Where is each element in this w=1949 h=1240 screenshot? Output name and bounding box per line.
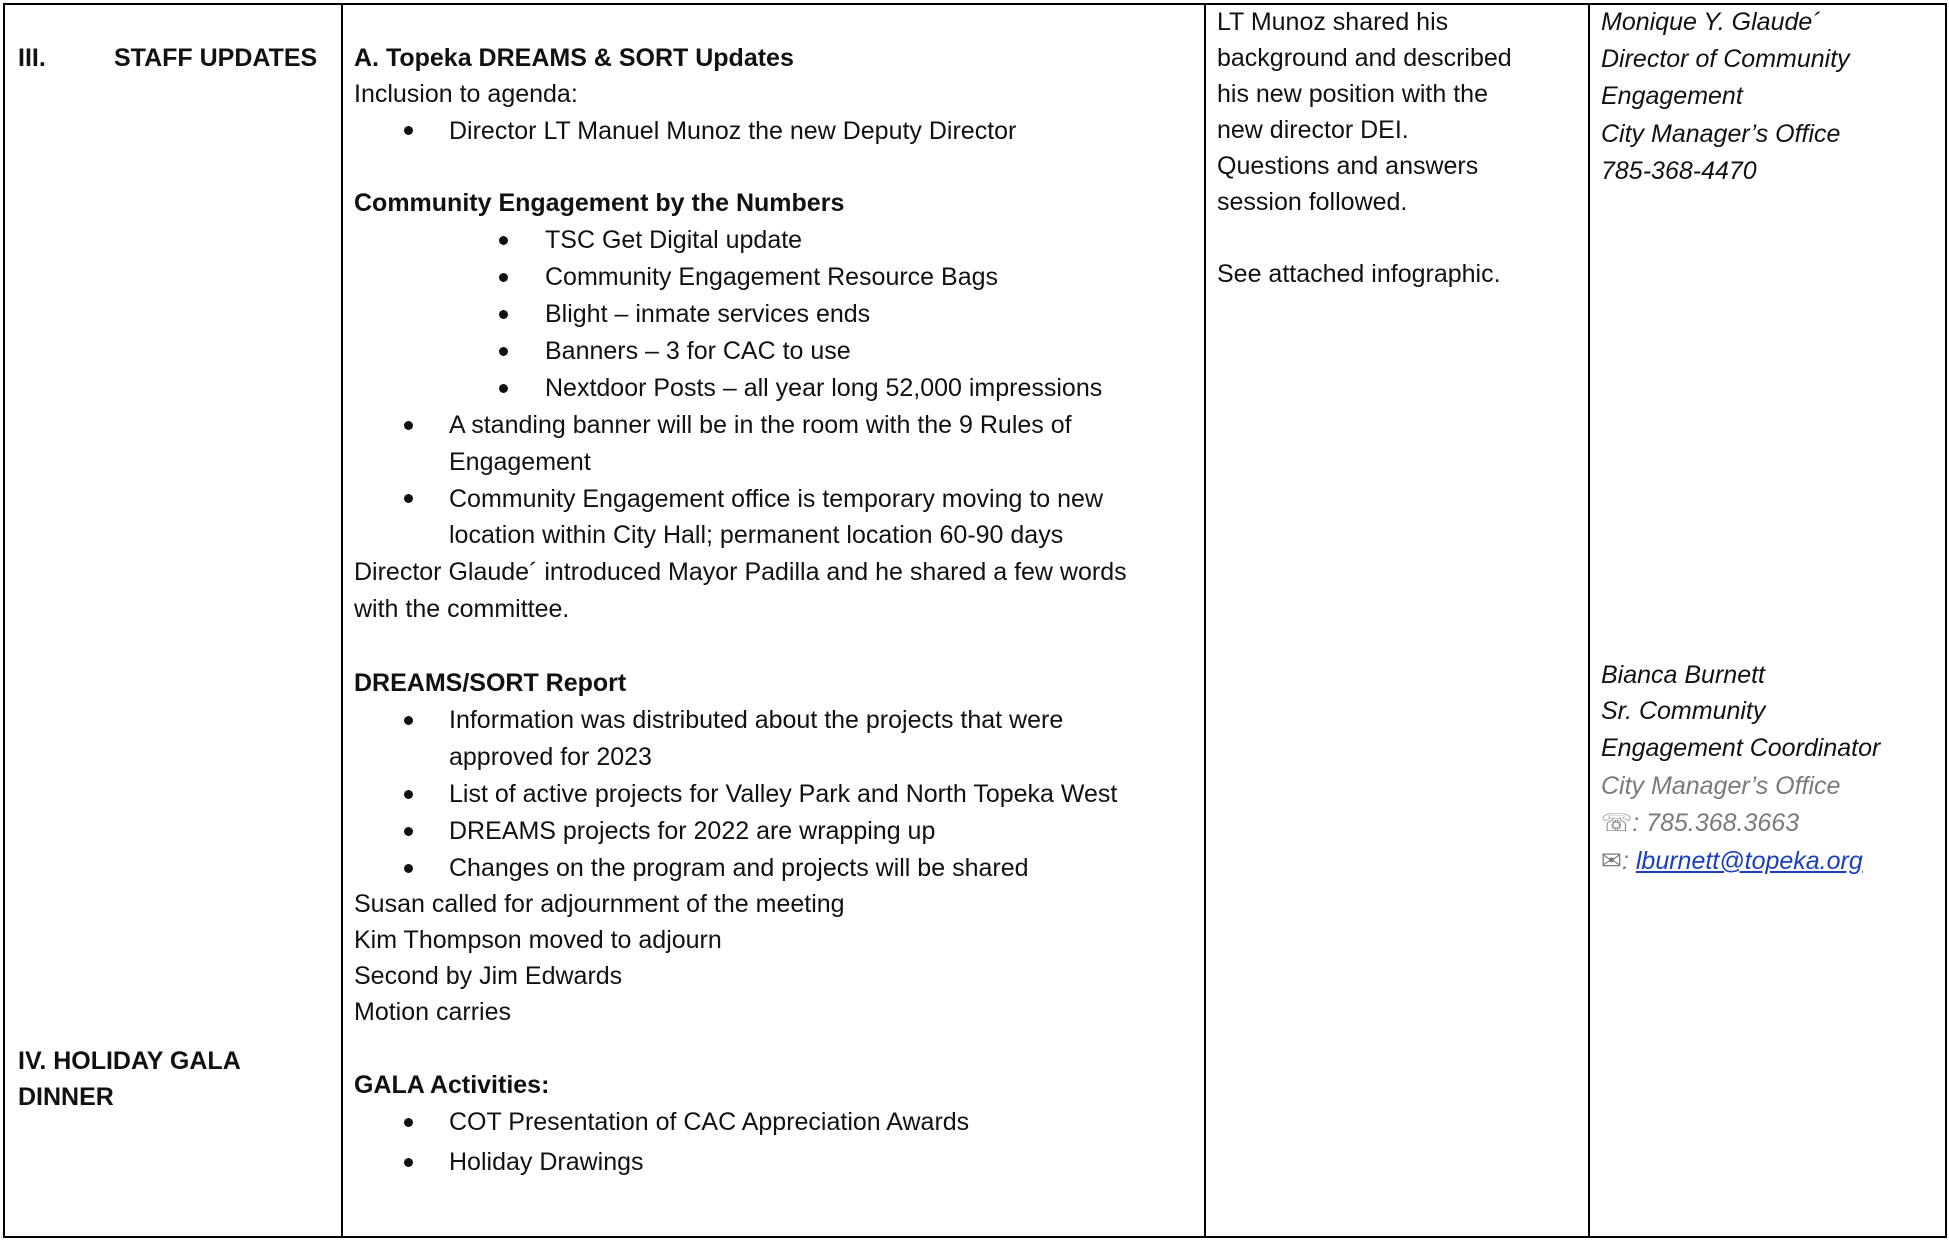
closing-line: Motion carries — [354, 998, 511, 1026]
list-item-continuation: Engagement — [449, 448, 591, 476]
list-item-continuation: approved for 2023 — [449, 743, 652, 771]
bullet — [404, 864, 413, 873]
heading-dreams-sort-report: DREAMS/SORT Report — [354, 669, 627, 697]
list-item: TSC Get Digital update — [545, 226, 803, 254]
bullet — [404, 1158, 413, 1167]
notes-line: LT Munoz shared his — [1217, 8, 1449, 36]
notes-line: Questions and answers — [1217, 152, 1479, 180]
bullet — [404, 716, 413, 725]
notes-line: new director DEI. — [1217, 116, 1409, 144]
section-3-number: III. — [18, 44, 46, 72]
contact-name: Monique Y. Glaude´ — [1601, 8, 1821, 36]
phone-icon: ☏ — [1601, 809, 1633, 837]
closing-line: Susan called for adjournment of the meeting — [354, 890, 845, 918]
glaude-intro-line1: Director Glaude´ introduced Mayor Padilla and he shared a few words — [354, 558, 1127, 586]
bullet — [499, 236, 508, 245]
bullet — [499, 347, 508, 356]
notes-line: background and described — [1217, 44, 1512, 72]
inclusion-label: Inclusion to agenda: — [354, 80, 578, 108]
heading-topeka-dreams-sort: A. Topeka DREAMS & SORT Updates — [354, 44, 794, 72]
list-item: Holiday Drawings — [449, 1148, 644, 1176]
contact-title: Sr. Community — [1601, 697, 1766, 725]
contact-title: Engagement Coordinator — [1601, 734, 1881, 762]
list-item: List of active projects for Valley Park and North Topeka West — [449, 780, 1118, 808]
notes-line: session followed. — [1217, 188, 1408, 216]
notes-line: his new position with the — [1217, 80, 1488, 108]
column-divider — [1588, 5, 1590, 1236]
heading-gala-activities: GALA Activities: — [354, 1071, 550, 1099]
list-item: Blight – inmate services ends — [545, 300, 871, 328]
contact-email-row — [1601, 843, 1863, 879]
list-item: A standing banner will be in the room with the 9 Rules of — [449, 411, 1072, 439]
list-item: Community Engagement Resource Bags — [545, 263, 999, 291]
list-item: COT Presentation of CAC Appreciation Awards — [449, 1108, 970, 1136]
bullet — [499, 273, 508, 282]
list-item: Banners – 3 for CAC to use — [545, 337, 851, 365]
bullet — [404, 126, 413, 135]
email-prefix: : — [1621, 847, 1636, 875]
email-link[interactable]: lburnett@topeka.org — [1635, 847, 1863, 875]
heading-community-engagement-numbers: Community Engagement by the Numbers — [354, 189, 845, 217]
list-item-continuation: location within City Hall; permanent location 60-90 days — [449, 521, 1064, 549]
contact-title: Engagement — [1601, 82, 1743, 110]
list-item: Nextdoor Posts – all year long 52,000 impressions — [545, 374, 1103, 402]
contact-office: City Manager’s Office — [1601, 120, 1841, 148]
contact-title: Director of Community — [1601, 45, 1850, 73]
contact-office: City Manager’s Office — [1601, 772, 1841, 800]
envelope-icon: ✉ — [1601, 847, 1622, 875]
contact-phone: 785-368-4470 — [1601, 157, 1757, 185]
list-item: Information was distributed about the projects that were — [449, 706, 1064, 734]
section-4-title-line2: DINNER — [18, 1083, 114, 1111]
closing-line: Kim Thompson moved to adjourn — [354, 926, 722, 954]
list-item: Director LT Manuel Munoz the new Deputy Director — [449, 117, 1017, 145]
notes-infographic: See attached infographic. — [1217, 260, 1501, 288]
contact-phone-row — [1601, 805, 1799, 841]
list-item: Community Engagement office is temporary moving to new — [449, 485, 1104, 513]
bullet — [404, 790, 413, 799]
phone-prefix: : — [1632, 809, 1647, 837]
bullet — [404, 494, 413, 503]
bullet — [404, 827, 413, 836]
contact-name: Bianca Burnett — [1601, 661, 1765, 689]
bullet — [499, 384, 508, 393]
bullet — [404, 421, 413, 430]
section-3-title: STAFF UPDATES — [114, 44, 318, 72]
bullet — [499, 310, 508, 319]
section-4-title-line1: IV. HOLIDAY GALA — [18, 1047, 241, 1075]
column-divider — [341, 5, 343, 1236]
list-item: DREAMS projects for 2022 are wrapping up — [449, 817, 936, 845]
bullet — [404, 1118, 413, 1127]
column-divider — [1204, 5, 1206, 1236]
glaude-intro-line2: with the committee. — [354, 595, 570, 623]
closing-line: Second by Jim Edwards — [354, 962, 623, 990]
phone-number: 785.368.3663 — [1646, 809, 1800, 837]
list-item: Changes on the program and projects will be shared — [449, 854, 1029, 882]
